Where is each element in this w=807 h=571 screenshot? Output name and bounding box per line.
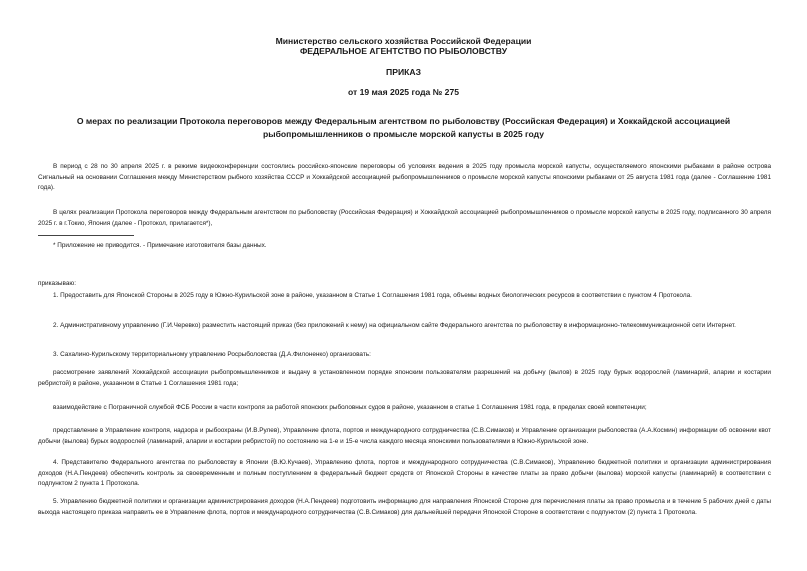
footnote: * Приложение не приводится. - Примечание изготовителя базы данных. — [53, 242, 267, 249]
order-item-3: 3. Сахалино-Курильскому территориальному управлению Росрыболовства (Д.А.Филоненко) организовать: — [53, 351, 371, 358]
order-item-1: 1. Предоставить для Японской Стороны в 2025 году в Южно-Курильской зоне в районе, указанном в Статье 1 Соглашения 1981 года, объемы водных биологических ресурсов в соответствии с пунктом 4 Протокола. — [53, 292, 692, 299]
order-item-4: 4. Представителю Федерального агентства по рыболовству в Японии (В.Ю.Кучаев), Управлению флота, портов и международного сотрудничества (С.В.Симаков), Управлению бюджетной политики и организации администрирования доходов (Н.А.Пендеев) обеспечить контроль за своевременным и полным поступлением в федеральный бюджет средств от Японской Стороны в качестве платы за право добычи (вылова) морской капусты (ламинарий) в соответствии с подпунктом 2 пункта 1 Протокола. — [38, 459, 771, 488]
order-item-3-sub-2: взаимодействие с Пограничной службой ФСБ России в части контроля за работой японских рыболовных судов в районе, указанном в статье 1 Соглашения 1981 года, в пределах своей компетенции; — [53, 404, 647, 411]
document-date-number: от 19 мая 2025 года № 275 — [347, 87, 460, 97]
document-type: ПРИКАЗ — [386, 67, 421, 77]
preamble-paragraph-1: В период с 28 по 30 апреля 2025 г. в режиме видеоконференции состоялись российско-японские переговоры об условиях ведения в 2025 году промысла морской капусты, осуществляемого японскими рыбаками в районе острова Сигнальный на основании Соглашения между Министерством рыбного хозяйства СССР и Хоккайдской ассоциацией рыбопромышленников о промысле морской капусты японскими рыбаками от 25 августа 1981 года (далее - Соглашение 1981 года). — [38, 163, 771, 192]
order-item-2: 2. Административному управлению (Г.И.Черевко) разместить настоящий приказ (без приложений к нему) на официальном сайте Федерального агентства по рыболовству в информационно-телекоммуникационной сети Интернет. — [53, 322, 736, 329]
preamble-paragraph-2: В целях реализации Протокола переговоров между Федеральным агентством по рыболовству (Российская Федерация) и Хоккайдской ассоциацией рыбопромышленников о промысле морской капусты в 2025 году, подписанного 30 апреля 2025 г. в г.Токио, Япония (далее - Протокол, прилагается*), — [38, 209, 771, 227]
order-item-3-sub-3: представление в Управление контроля, надзора и рыбоохраны (И.В.Рулев), Управление флота, портов и международного сотрудничества (С.В.Симаков) и Управление организации рыболовства (А.А.Космин) информации об освоении квот добычи (вылова) бурых водорослей (ламинарий, аларии и костарии ребристой) по состоянию на 1-е и 15-е числа каждого месяца японскими пользователями в Южно-Курильской зоне. — [38, 427, 771, 445]
order-word: приказываю: — [38, 280, 76, 287]
agency-name: ФЕДЕРАЛЬНОЕ АГЕНТСТВО ПО РЫБОЛОВСТВУ — [299, 46, 508, 56]
footnote-divider — [38, 235, 134, 236]
ministry-name: Министерство сельского хозяйства Российской Федерации — [275, 36, 532, 46]
order-item-5: 5. Управлению бюджетной политики и организации администрирования доходов (Н.А.Пендеев) подготовить информацию для направления Японской Стороне для перечисления платы за право промысла и в течение 5 рабочих дней с даты выхода настоящего приказа направить ее в Управление флота, портов и международного сотрудничества (С.В.Симаков) для дальнейшей передачи Японской Стороне в соответствии с подпунктом (2) пункта 1 Протокола. — [38, 498, 771, 516]
document-title: О мерах по реализации Протокола переговоров между Федеральным агентством по рыболовству (Российская Федерация) и Хоккайдской ассоциацией рыбопромышленников о промысле морской капусты в 2025 году — [76, 116, 731, 139]
order-item-3-sub-1: рассмотрение заявлений Хоккайдской ассоциации рыбопромышленников и выдачу в установленном порядке японским пользователям разрешений на добычу (вылов) в 2025 году бурых водорослей (ламинарий, аларии и костарии ребристой) в районе, указанном в Статье 1 Соглашения 1981 года; — [38, 369, 771, 387]
